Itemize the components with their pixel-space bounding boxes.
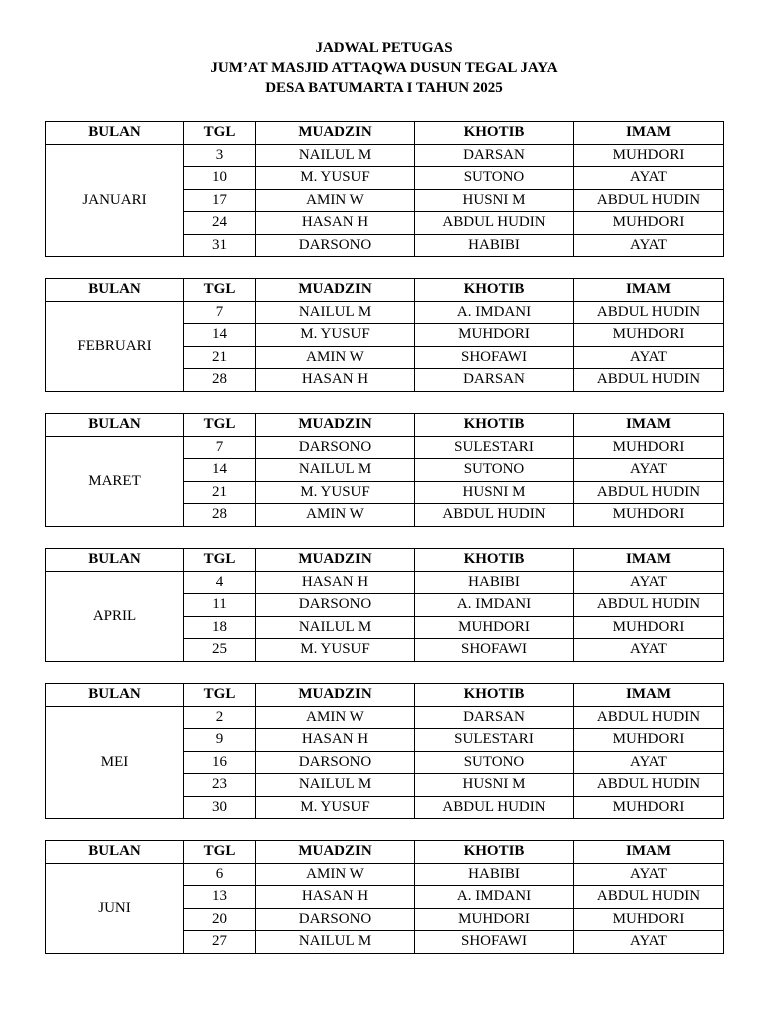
header-imam: IMAM [574, 841, 724, 864]
schedule-table-maret [45, 413, 724, 527]
khotib-cell: HUSNI M [415, 189, 574, 212]
header-imam: IMAM [574, 414, 724, 437]
muadzin-cell: DARSONO [256, 234, 415, 257]
khotib-cell: MUHDORI [415, 616, 574, 639]
khotib-cell: HUSNI M [415, 774, 574, 797]
header-khotib: KHOTIB [415, 684, 574, 707]
header-muadzin: MUADZIN [256, 279, 415, 302]
header-bulan: BULAN [46, 549, 184, 572]
imam-cell: AYAT [574, 346, 724, 369]
table-header-row [46, 279, 724, 302]
khotib-cell: ABDUL HUDIN [415, 796, 574, 819]
tgl-cell: 11 [184, 594, 256, 617]
khotib-cell: SHOFAWI [415, 931, 574, 954]
imam-cell: ABDUL HUDIN [574, 886, 724, 909]
imam-cell: MUHDORI [574, 436, 724, 459]
imam-cell: MUHDORI [574, 504, 724, 527]
schedule-table-januari [45, 121, 724, 257]
muadzin-cell: HASAN H [256, 571, 415, 594]
imam-cell: AYAT [574, 931, 724, 954]
tgl-cell: 14 [184, 324, 256, 347]
tgl-cell: 16 [184, 751, 256, 774]
month-cell: JANUARI [46, 144, 184, 257]
muadzin-cell: M. YUSUF [256, 481, 415, 504]
muadzin-cell: AMIN W [256, 706, 415, 729]
imam-cell: AYAT [574, 751, 724, 774]
imam-cell: MUHDORI [574, 324, 724, 347]
tgl-cell: 25 [184, 639, 256, 662]
month-cell: FEBRUARI [46, 301, 184, 391]
muadzin-cell: NAILUL M [256, 616, 415, 639]
imam-cell: AYAT [574, 639, 724, 662]
tgl-cell: 17 [184, 189, 256, 212]
muadzin-cell: NAILUL M [256, 459, 415, 482]
header-muadzin: MUADZIN [256, 122, 415, 145]
muadzin-cell: NAILUL M [256, 301, 415, 324]
muadzin-cell: AMIN W [256, 863, 415, 886]
khotib-cell: ABDUL HUDIN [415, 504, 574, 527]
tgl-cell: 7 [184, 436, 256, 459]
table-row [46, 301, 724, 324]
tgl-cell: 2 [184, 706, 256, 729]
muadzin-cell: DARSONO [256, 436, 415, 459]
muadzin-cell: AMIN W [256, 504, 415, 527]
tgl-cell: 30 [184, 796, 256, 819]
khotib-cell: SUTONO [415, 459, 574, 482]
header-tgl: TGL [184, 122, 256, 145]
imam-cell: MUHDORI [574, 212, 724, 235]
tgl-cell: 4 [184, 571, 256, 594]
tgl-cell: 20 [184, 908, 256, 931]
khotib-cell: SULESTARI [415, 436, 574, 459]
khotib-cell: HABIBI [415, 234, 574, 257]
khotib-cell: A. IMDANI [415, 301, 574, 324]
muadzin-cell: HASAN H [256, 212, 415, 235]
table-header-row [46, 414, 724, 437]
schedule-table-april [45, 548, 724, 662]
tgl-cell: 28 [184, 369, 256, 392]
header-tgl: TGL [184, 414, 256, 437]
header-bulan: BULAN [46, 122, 184, 145]
header-bulan: BULAN [46, 414, 184, 437]
tgl-cell: 7 [184, 301, 256, 324]
tgl-cell: 13 [184, 886, 256, 909]
header-tgl: TGL [184, 279, 256, 302]
muadzin-cell: DARSONO [256, 751, 415, 774]
khotib-cell: SUTONO [415, 751, 574, 774]
tgl-cell: 9 [184, 729, 256, 752]
muadzin-cell: NAILUL M [256, 144, 415, 167]
tgl-cell: 10 [184, 167, 256, 190]
khotib-cell: MUHDORI [415, 324, 574, 347]
muadzin-cell: HASAN H [256, 729, 415, 752]
muadzin-cell: DARSONO [256, 594, 415, 617]
khotib-cell: SHOFAWI [415, 639, 574, 662]
header-bulan: BULAN [46, 684, 184, 707]
header-muadzin: MUADZIN [256, 684, 415, 707]
imam-cell: MUHDORI [574, 729, 724, 752]
header-imam: IMAM [574, 122, 724, 145]
khotib-cell: A. IMDANI [415, 594, 574, 617]
table-header-row [46, 841, 724, 864]
tgl-cell: 14 [184, 459, 256, 482]
tgl-cell: 24 [184, 212, 256, 235]
header-khotib: KHOTIB [415, 122, 574, 145]
tgl-cell: 28 [184, 504, 256, 527]
tgl-cell: 27 [184, 931, 256, 954]
khotib-cell: DARSAN [415, 369, 574, 392]
imam-cell: AYAT [574, 234, 724, 257]
imam-cell: AYAT [574, 863, 724, 886]
imam-cell: MUHDORI [574, 796, 724, 819]
document-subtitle-year: DESA BATUMARTA I TAHUN 2025 [265, 80, 503, 96]
imam-cell: ABDUL HUDIN [574, 369, 724, 392]
imam-cell: ABDUL HUDIN [574, 481, 724, 504]
table-row [46, 706, 724, 729]
table-header-row [46, 122, 724, 145]
header-khotib: KHOTIB [415, 414, 574, 437]
header-khotib: KHOTIB [415, 279, 574, 302]
imam-cell: AYAT [574, 459, 724, 482]
header-tgl: TGL [184, 549, 256, 572]
header-muadzin: MUADZIN [256, 414, 415, 437]
muadzin-cell: HASAN H [256, 886, 415, 909]
muadzin-cell: M. YUSUF [256, 796, 415, 819]
khotib-cell: HUSNI M [415, 481, 574, 504]
muadzin-cell: DARSONO [256, 908, 415, 931]
khotib-cell: SUTONO [415, 167, 574, 190]
muadzin-cell: NAILUL M [256, 774, 415, 797]
imam-cell: AYAT [574, 167, 724, 190]
khotib-cell: SHOFAWI [415, 346, 574, 369]
khotib-cell: MUHDORI [415, 908, 574, 931]
muadzin-cell: NAILUL M [256, 931, 415, 954]
header-imam: IMAM [574, 684, 724, 707]
imam-cell: ABDUL HUDIN [574, 189, 724, 212]
header-imam: IMAM [574, 279, 724, 302]
header-imam: IMAM [574, 549, 724, 572]
tgl-cell: 18 [184, 616, 256, 639]
header-tgl: TGL [184, 841, 256, 864]
tgl-cell: 6 [184, 863, 256, 886]
schedule-table-mei [45, 683, 724, 819]
khotib-cell: ABDUL HUDIN [415, 212, 574, 235]
khotib-cell: SULESTARI [415, 729, 574, 752]
imam-cell: MUHDORI [574, 616, 724, 639]
header-bulan: BULAN [46, 841, 184, 864]
imam-cell: ABDUL HUDIN [574, 706, 724, 729]
header-muadzin: MUADZIN [256, 549, 415, 572]
table-row [46, 144, 724, 167]
khotib-cell: DARSAN [415, 144, 574, 167]
tgl-cell: 23 [184, 774, 256, 797]
imam-cell: AYAT [574, 571, 724, 594]
khotib-cell: A. IMDANI [415, 886, 574, 909]
document-title: JADWAL PETUGAS [315, 40, 453, 56]
tgl-cell: 21 [184, 481, 256, 504]
muadzin-cell: AMIN W [256, 189, 415, 212]
imam-cell: ABDUL HUDIN [574, 594, 724, 617]
header-khotib: KHOTIB [415, 549, 574, 572]
header-tgl: TGL [184, 684, 256, 707]
table-row [46, 436, 724, 459]
table-row [46, 571, 724, 594]
muadzin-cell: M. YUSUF [256, 324, 415, 347]
imam-cell: ABDUL HUDIN [574, 774, 724, 797]
imam-cell: MUHDORI [574, 144, 724, 167]
tgl-cell: 21 [184, 346, 256, 369]
month-cell: JUNI [46, 863, 184, 953]
month-cell: APRIL [46, 571, 184, 661]
schedule-table-juni [45, 840, 724, 954]
document-subtitle: JUM’AT MASJID ATTAQWA DUSUN TEGAL JAYA [210, 60, 558, 76]
month-cell: MEI [46, 706, 184, 819]
header-muadzin: MUADZIN [256, 841, 415, 864]
table-row [46, 863, 724, 886]
khotib-cell: HABIBI [415, 863, 574, 886]
table-header-row [46, 549, 724, 572]
muadzin-cell: M. YUSUF [256, 639, 415, 662]
tgl-cell: 31 [184, 234, 256, 257]
muadzin-cell: AMIN W [256, 346, 415, 369]
header-bulan: BULAN [46, 279, 184, 302]
month-cell: MARET [46, 436, 184, 526]
muadzin-cell: HASAN H [256, 369, 415, 392]
tgl-cell: 3 [184, 144, 256, 167]
table-header-row [46, 684, 724, 707]
schedule-table-februari [45, 278, 724, 392]
header-khotib: KHOTIB [415, 841, 574, 864]
muadzin-cell: M. YUSUF [256, 167, 415, 190]
imam-cell: ABDUL HUDIN [574, 301, 724, 324]
khotib-cell: HABIBI [415, 571, 574, 594]
khotib-cell: DARSAN [415, 706, 574, 729]
imam-cell: MUHDORI [574, 908, 724, 931]
